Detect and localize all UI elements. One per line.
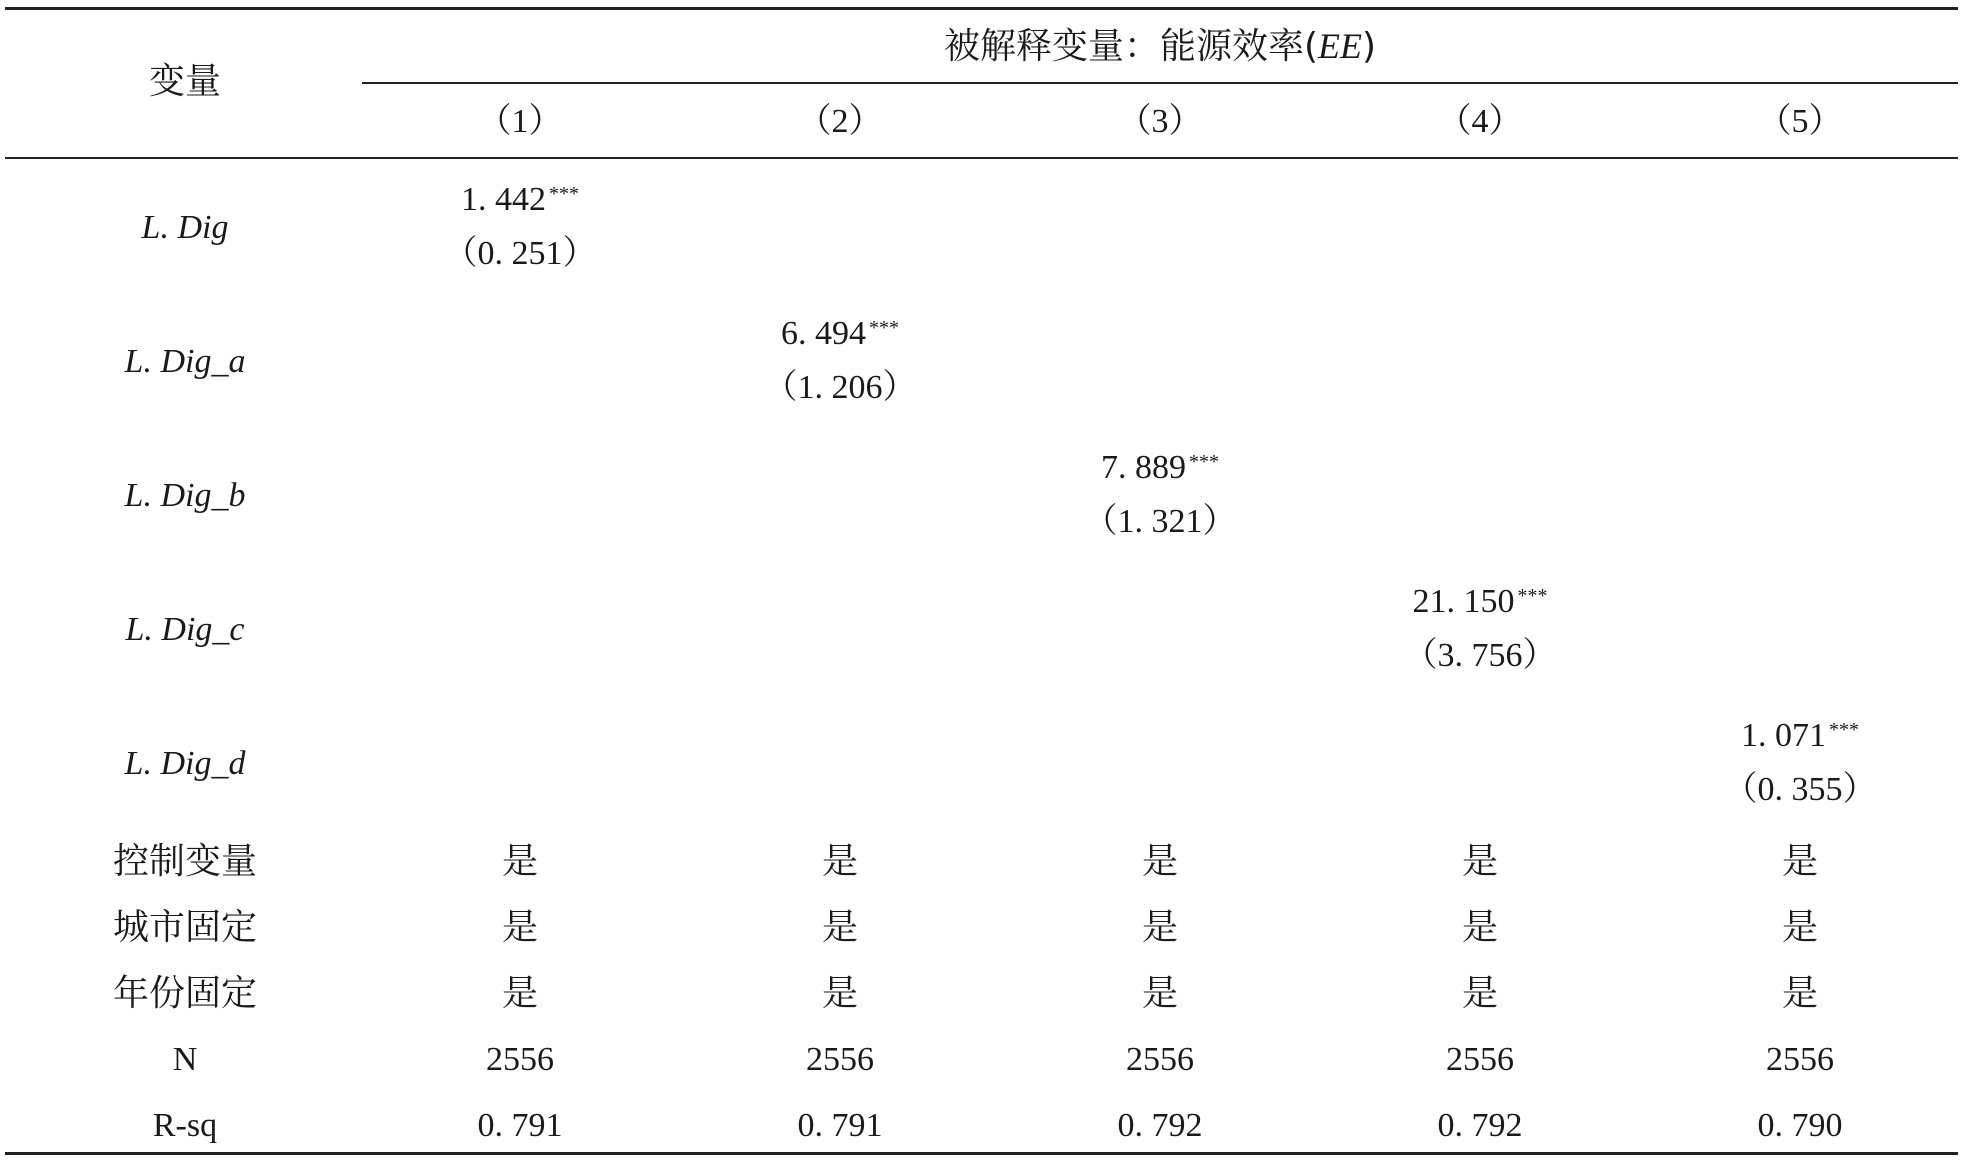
controls-col-3: 是 xyxy=(1141,841,1178,882)
header-rule xyxy=(5,157,1958,159)
n-col-4: 2556 xyxy=(1446,1041,1514,1078)
coef-value: 21. 150 xyxy=(1412,583,1515,620)
coef-value: 1. 442 xyxy=(461,181,546,218)
dependent-suffix: ) xyxy=(1361,26,1377,67)
se-l-dig-d: （0. 355） xyxy=(1723,771,1877,808)
se-l-dig-c: （3. 756） xyxy=(1403,637,1557,674)
coef-value: 6. 494 xyxy=(781,315,866,352)
significance-stars: *** xyxy=(869,317,899,339)
year-fe-col-1: 是 xyxy=(501,973,538,1014)
n-col-2: 2556 xyxy=(806,1041,874,1078)
coef-value: 7. 889 xyxy=(1101,449,1186,486)
dependent-prefix: 被解释变量：能源效率( xyxy=(943,26,1318,67)
row-label-l-dig-a: L. Dig_a xyxy=(124,343,246,380)
dependent-abbr: EE xyxy=(1318,26,1362,66)
row-label-r-sq: R-sq xyxy=(152,1107,218,1144)
se-l-dig: （0. 251） xyxy=(443,235,597,272)
r-sq-col-1: 0. 791 xyxy=(477,1107,563,1144)
variable-header: 变量 xyxy=(148,61,221,102)
significance-stars: *** xyxy=(549,183,579,205)
year-fe-col-2: 是 xyxy=(821,973,858,1014)
city-fe-col-2: 是 xyxy=(821,907,858,948)
dependent-variable-header xyxy=(362,22,1958,71)
year-fe-col-5: 是 xyxy=(1781,973,1818,1014)
significance-stars: *** xyxy=(1189,451,1219,473)
controls-col-1: 是 xyxy=(501,841,538,882)
controls-col-5: 是 xyxy=(1781,841,1818,882)
n-col-1: 2556 xyxy=(486,1041,554,1078)
n-col-3: 2556 xyxy=(1126,1041,1194,1078)
significance-stars: *** xyxy=(1517,585,1548,607)
row-label-city-fe: 城市固定 xyxy=(112,907,257,948)
row-label-l-dig-b: L. Dig_b xyxy=(124,477,246,514)
bottom-rule xyxy=(5,1152,1958,1155)
column-header-2: （2） xyxy=(797,103,883,140)
header-subrule xyxy=(362,82,1958,84)
coef-l-dig-d xyxy=(1680,712,1920,760)
significance-stars: *** xyxy=(1829,719,1859,741)
r-sq-col-3: 0. 792 xyxy=(1117,1107,1203,1144)
coef-l-dig-b xyxy=(1040,444,1280,492)
coef-l-dig-a xyxy=(720,310,960,358)
coef-value: 1. 071 xyxy=(1741,717,1826,754)
city-fe-col-4: 是 xyxy=(1461,907,1498,948)
controls-col-2: 是 xyxy=(821,841,858,882)
r-sq-col-5: 0. 790 xyxy=(1757,1107,1843,1144)
column-header-5: （5） xyxy=(1757,103,1843,140)
coef-l-dig xyxy=(400,176,640,224)
coef-l-dig-c xyxy=(1360,578,1600,626)
se-l-dig-a: （1. 206） xyxy=(763,369,917,406)
city-fe-col-5: 是 xyxy=(1781,907,1818,948)
controls-col-4: 是 xyxy=(1461,841,1498,882)
row-label-l-dig: L. Dig xyxy=(141,209,229,246)
r-sq-col-4: 0. 792 xyxy=(1437,1107,1523,1144)
column-header-4: （4） xyxy=(1437,103,1523,140)
row-label-l-dig-c: L. Dig_c xyxy=(125,611,245,648)
city-fe-col-3: 是 xyxy=(1141,907,1178,948)
row-label-year-fe: 年份固定 xyxy=(112,973,257,1014)
se-l-dig-b: （1. 321） xyxy=(1083,503,1237,540)
r-sq-col-2: 0. 791 xyxy=(797,1107,883,1144)
row-label-controls: 控制变量 xyxy=(112,841,257,882)
column-header-3: （3） xyxy=(1117,103,1203,140)
year-fe-col-4: 是 xyxy=(1461,973,1498,1014)
city-fe-col-1: 是 xyxy=(501,907,538,948)
row-label-l-dig-d: L. Dig_d xyxy=(124,745,246,782)
column-header-1: （1） xyxy=(477,103,563,140)
row-label-n: N xyxy=(172,1041,198,1078)
top-rule xyxy=(5,7,1958,10)
year-fe-col-3: 是 xyxy=(1141,973,1178,1014)
n-col-5: 2556 xyxy=(1766,1041,1834,1078)
